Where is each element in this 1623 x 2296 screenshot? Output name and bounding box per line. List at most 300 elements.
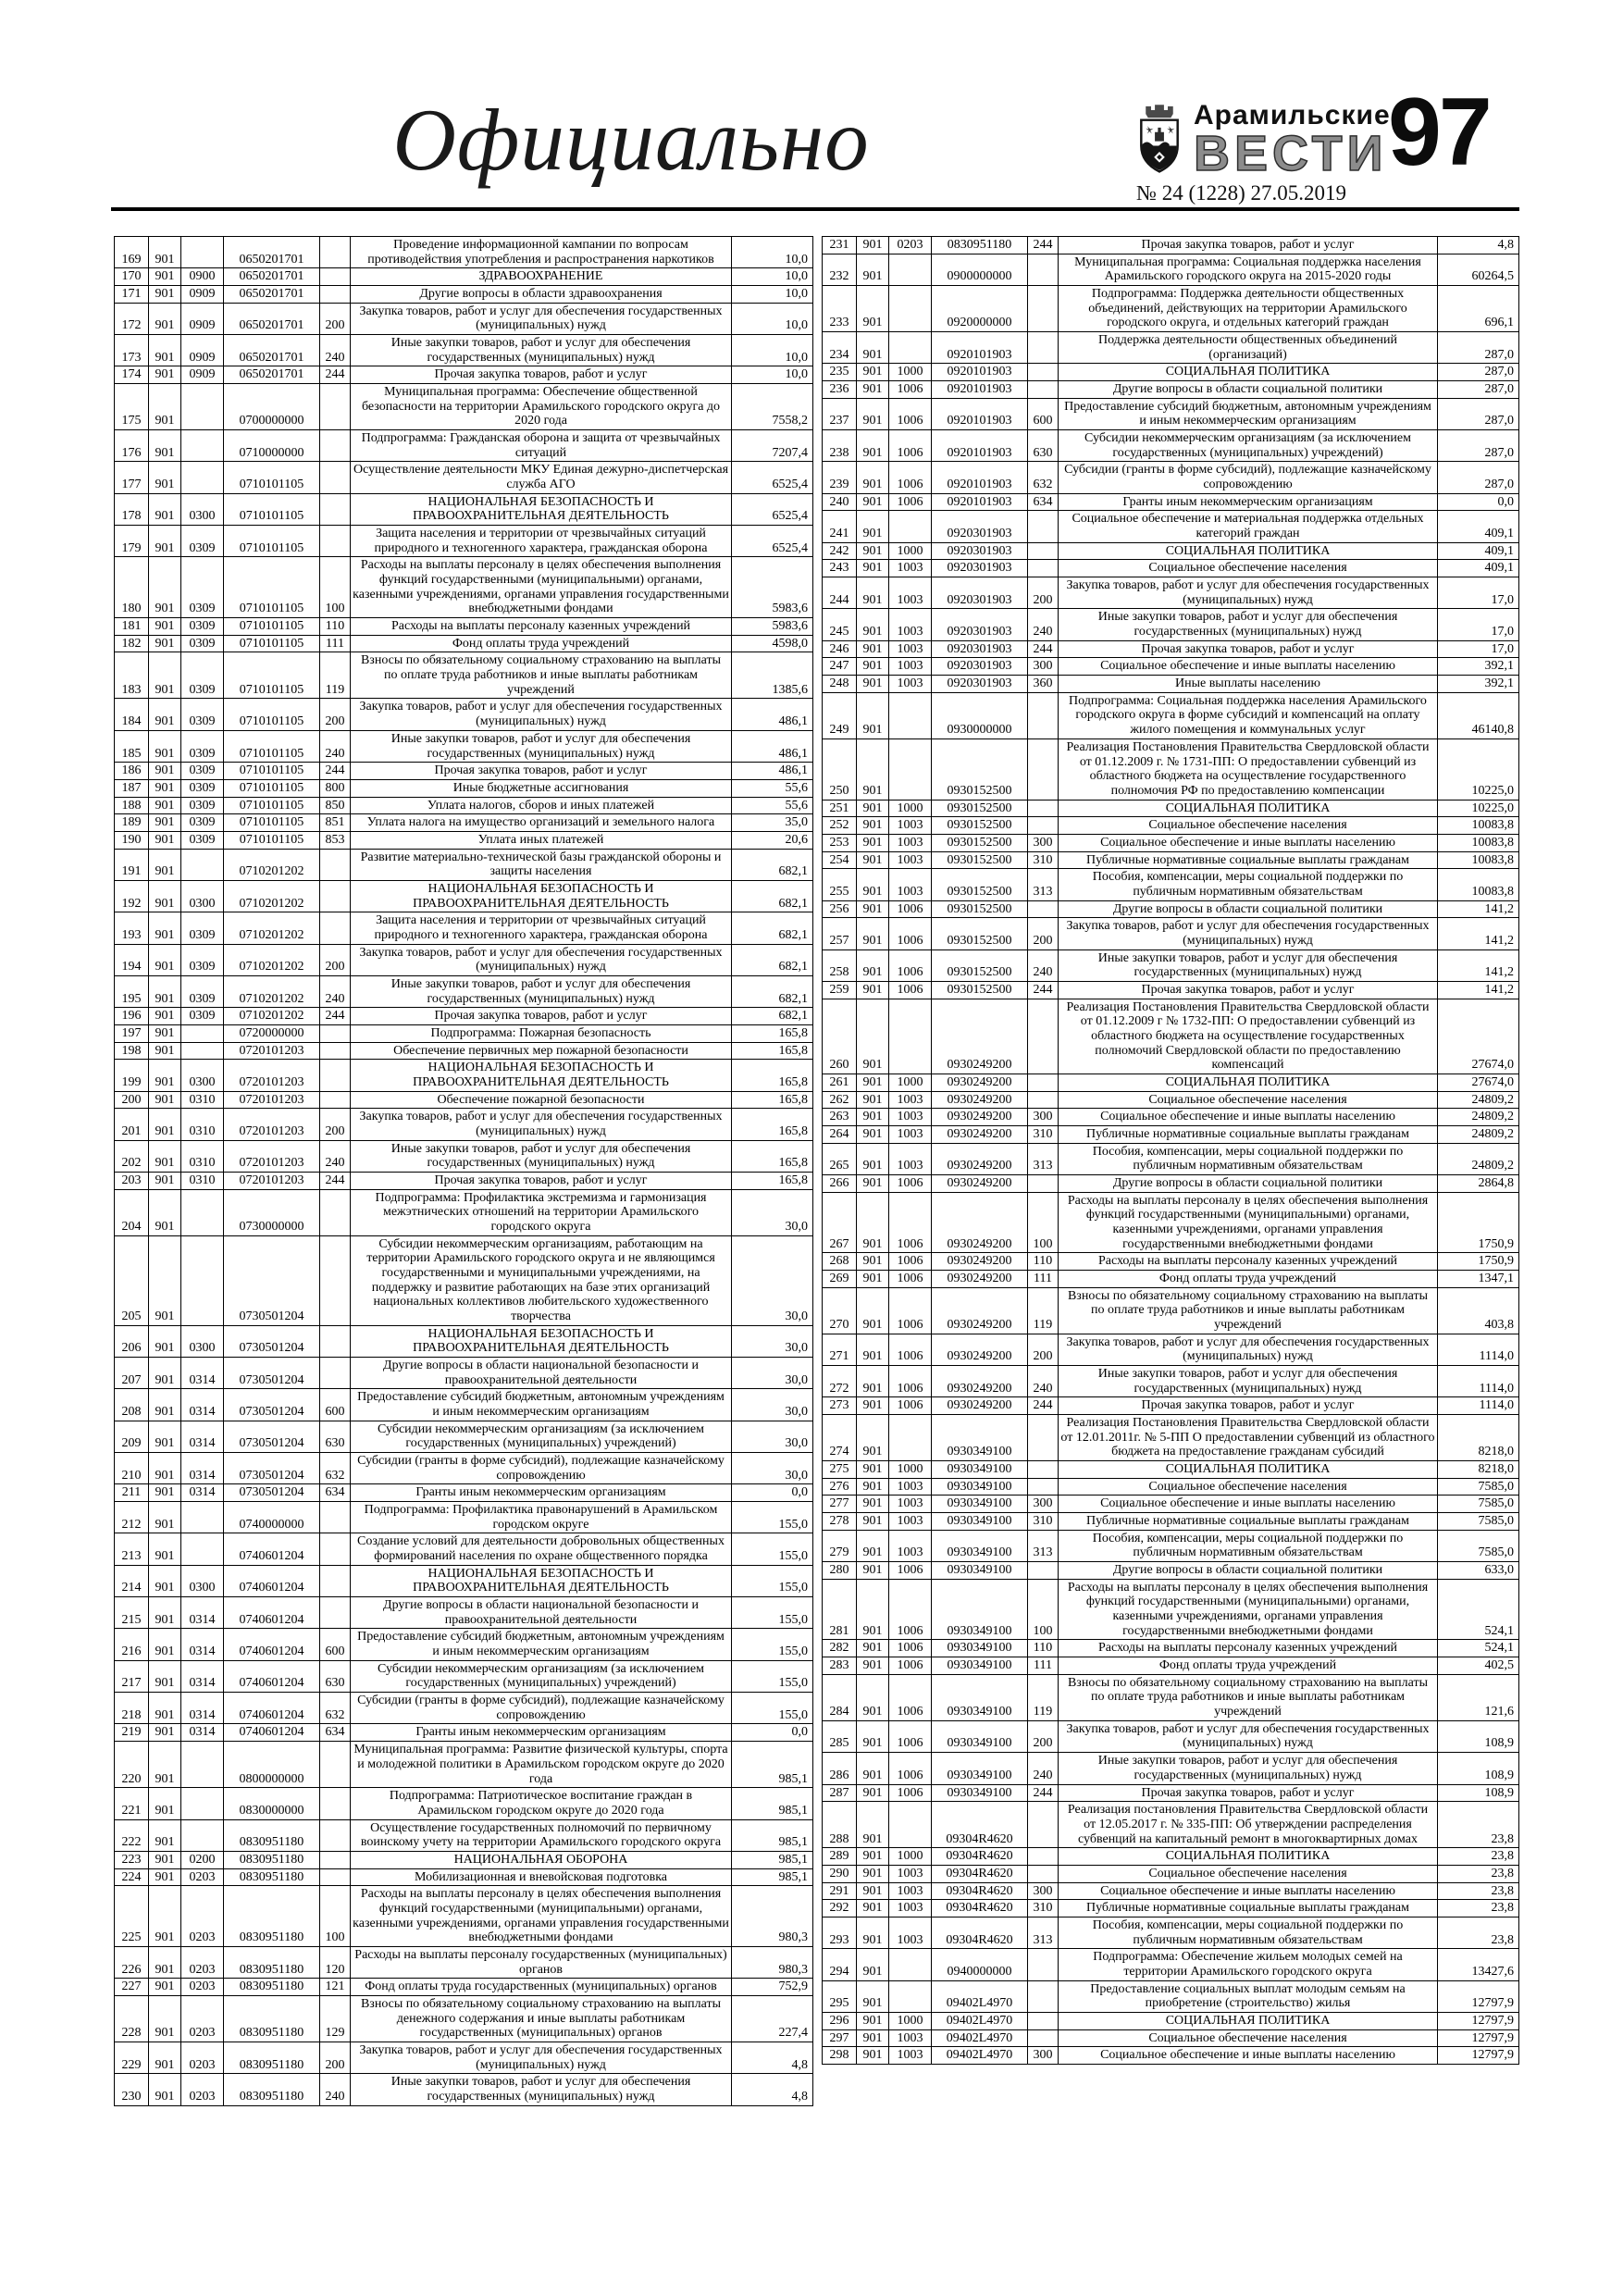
cell-line-number: 188 <box>115 797 149 814</box>
cell-grbs-code: 901 <box>149 526 181 557</box>
cell-target-article-code: 0730501204 <box>224 1389 320 1421</box>
cell-line-number: 244 <box>823 577 857 609</box>
cell-line-number: 190 <box>115 831 149 849</box>
cell-section-code: 1003 <box>889 1496 932 1513</box>
cell-grbs-code: 901 <box>857 1882 889 1900</box>
cell-grbs-code: 901 <box>857 1530 889 1561</box>
cell-amount: 30,0 <box>732 1389 813 1421</box>
cell-grbs-code: 901 <box>857 1074 889 1091</box>
cell-target-article-code: 0920101903 <box>932 381 1028 399</box>
cell-section-code: 1006 <box>889 1192 932 1253</box>
cell-amount: 7585,0 <box>1438 1478 1519 1496</box>
cell-grbs-code: 901 <box>149 1693 181 1724</box>
cell-section-code: 1003 <box>889 1109 932 1126</box>
table-row <box>823 1980 1519 2012</box>
cell-grbs-code: 901 <box>857 851 889 869</box>
table-row <box>115 1979 813 1996</box>
cell-expense-type-code: 119 <box>1028 1674 1059 1720</box>
table-row <box>823 1640 1519 1657</box>
cell-expense-name: Подпрограмма: Профилактика экстремизма и гармонизация межэтнических отношений на территории Арамильского городского округа <box>351 1189 732 1235</box>
table-row <box>823 1397 1519 1415</box>
cell-target-article-code: 0920101903 <box>932 462 1028 493</box>
cell-line-number: 288 <box>823 1802 857 1848</box>
cell-grbs-code: 901 <box>857 560 889 577</box>
cell-grbs-code: 901 <box>857 1720 889 1752</box>
cell-expense-type-code <box>320 1060 351 1091</box>
cell-target-article-code: 0710201202 <box>224 944 320 975</box>
cell-amount: 155,0 <box>732 1660 813 1692</box>
cell-section-code: 1006 <box>889 1720 932 1752</box>
cell-expense-type-code: 129 <box>320 1995 351 2042</box>
cell-grbs-code: 901 <box>149 462 181 493</box>
table-row <box>115 384 813 430</box>
cell-amount: 10083,8 <box>1438 851 1519 869</box>
cell-grbs-code: 901 <box>149 1868 181 1886</box>
cell-section-code: 1000 <box>889 2012 932 2029</box>
cell-section-code: 1003 <box>889 1530 932 1561</box>
cell-expense-name: Закупка товаров, работ и услуг для обеспечения государственных (муниципальных) нужд <box>351 2042 732 2073</box>
table-row <box>823 1125 1519 1143</box>
cell-target-article-code: 0710101105 <box>224 635 320 652</box>
table-row <box>823 1109 1519 1126</box>
cell-line-number: 290 <box>823 1865 857 1882</box>
cell-line-number: 193 <box>115 912 149 944</box>
cell-expense-name: Иные бюджетные ассигнования <box>351 779 732 797</box>
cell-line-number: 235 <box>823 364 857 381</box>
cell-grbs-code: 901 <box>857 658 889 676</box>
cell-amount: 486,1 <box>732 699 813 730</box>
cell-grbs-code: 901 <box>857 900 889 918</box>
cell-expense-type-code <box>320 1819 351 1851</box>
cell-target-article-code: 09304R4620 <box>932 1917 1028 1948</box>
cell-expense-name: Социальное обеспечение населения <box>1059 1865 1438 1882</box>
cell-amount: 287,0 <box>1438 462 1519 493</box>
cell-target-article-code: 0930152500 <box>932 817 1028 835</box>
cell-line-number: 205 <box>115 1235 149 1325</box>
cell-amount: 7585,0 <box>1438 1496 1519 1513</box>
cell-grbs-code: 901 <box>149 831 181 849</box>
cell-line-number: 251 <box>823 800 857 817</box>
cell-grbs-code: 901 <box>857 1579 889 1640</box>
cell-amount: 24809,2 <box>1438 1143 1519 1174</box>
cell-target-article-code: 0920301903 <box>932 676 1028 693</box>
cell-grbs-code: 901 <box>149 1042 181 1060</box>
cell-expense-type-code: 630 <box>320 1660 351 1692</box>
cell-expense-name: Иные закупки товаров, работ и услуг для обеспечения государственных (муниципальных) нужд <box>1059 1753 1438 1784</box>
table-row <box>823 1720 1519 1752</box>
cell-line-number: 270 <box>823 1287 857 1334</box>
cell-amount: 10,0 <box>732 335 813 366</box>
table-row <box>823 1802 1519 1848</box>
cell-target-article-code: 0930249200 <box>932 1125 1028 1143</box>
cell-section-code <box>889 511 932 542</box>
cell-section-code: 1006 <box>889 1784 932 1802</box>
cell-section-code <box>181 1189 224 1235</box>
cell-section-code: 0314 <box>181 1389 224 1421</box>
cell-target-article-code: 0940000000 <box>932 1949 1028 1980</box>
cell-grbs-code: 901 <box>857 1513 889 1531</box>
cell-grbs-code: 901 <box>149 618 181 636</box>
cell-expense-name: Прочая закупка товаров, работ и услуг <box>1059 1784 1438 1802</box>
cell-line-number: 230 <box>115 2074 149 2105</box>
cell-expense-type-code: 244 <box>1028 237 1059 254</box>
cell-line-number: 239 <box>823 462 857 493</box>
cell-expense-name: Подпрограмма: Поддержка деятельности общественных объединений, действующих на территории Арамильского городского округа, и отдельных категорий граждан <box>1059 286 1438 332</box>
cell-section-code: 1003 <box>889 834 932 851</box>
cell-line-number: 281 <box>823 1579 857 1640</box>
cell-grbs-code: 901 <box>857 1980 889 2012</box>
cell-line-number: 280 <box>823 1562 857 1580</box>
cell-expense-type-code: 200 <box>1028 1720 1059 1752</box>
cell-grbs-code: 901 <box>857 254 889 285</box>
cell-expense-type-code: 244 <box>320 1172 351 1189</box>
cell-expense-name: Иные закупки товаров, работ и услуг для обеспечения государственных (муниципальных) нужд <box>1059 949 1438 981</box>
cell-grbs-code: 901 <box>857 577 889 609</box>
cell-line-number: 206 <box>115 1325 149 1357</box>
cell-expense-name: Субсидии некоммерческим организациям (за исключением государственных (муниципальных) учреждений) <box>351 1660 732 1692</box>
cell-amount: 30,0 <box>732 1235 813 1325</box>
cell-line-number: 277 <box>823 1496 857 1513</box>
cell-section-code: 0314 <box>181 1453 224 1484</box>
cell-section-code: 0309 <box>181 730 224 762</box>
cell-amount: 682,1 <box>732 1008 813 1025</box>
cell-grbs-code: 901 <box>149 1946 181 1978</box>
budget-table-right-column <box>822 236 1518 2065</box>
table-row <box>115 557 813 618</box>
table-row <box>823 869 1519 900</box>
cell-grbs-code: 901 <box>857 398 889 429</box>
cell-target-article-code: 0830951180 <box>224 1995 320 2042</box>
cell-amount: 23,8 <box>1438 1865 1519 1882</box>
cell-target-article-code: 0830951180 <box>224 1851 320 1868</box>
table-row <box>115 1172 813 1189</box>
cell-expense-type-code: 634 <box>320 1724 351 1742</box>
cell-target-article-code: 0930249200 <box>932 1143 1028 1174</box>
cell-expense-name: Расходы на выплаты персоналу казенных учреждений <box>1059 1253 1438 1271</box>
cell-section-code: 0909 <box>181 303 224 334</box>
budget-table <box>822 236 1519 2065</box>
cell-expense-name: Подпрограмма: Патриотическое воспитание граждан в Арамильском городском округе до 2020 года <box>351 1788 732 1819</box>
table-row <box>115 1533 813 1565</box>
cell-line-number: 229 <box>115 2042 149 2073</box>
cell-expense-name: Обеспечение первичных мер пожарной безопасности <box>351 1042 732 1060</box>
cell-section-code <box>181 1502 224 1533</box>
cell-section-code: 1006 <box>889 1674 932 1720</box>
page-number: 97 <box>1388 79 1490 186</box>
cell-grbs-code: 901 <box>149 1389 181 1421</box>
cell-target-article-code: 0740601204 <box>224 1724 320 1742</box>
cell-grbs-code: 901 <box>149 1979 181 1996</box>
cell-section-code: 0203 <box>181 1886 224 1947</box>
cell-line-number: 199 <box>115 1060 149 1091</box>
cell-expense-type-code <box>1028 254 1059 285</box>
cell-grbs-code: 901 <box>149 699 181 730</box>
cell-amount: 985,1 <box>732 1788 813 1819</box>
cell-expense-type-code <box>1028 2029 1059 2047</box>
cell-target-article-code: 0710201202 <box>224 1008 320 1025</box>
cell-expense-type-code: 111 <box>1028 1657 1059 1675</box>
cell-expense-name: СОЦИАЛЬНАЯ ПОЛИТИКА <box>1059 542 1438 560</box>
cell-target-article-code: 0710101105 <box>224 526 320 557</box>
cell-amount: 23,8 <box>1438 1917 1519 1948</box>
cell-expense-name: Гранты иным некоммерческим организациям <box>351 1484 732 1502</box>
cell-line-number: 226 <box>115 1946 149 1978</box>
cell-grbs-code: 901 <box>857 692 889 738</box>
cell-expense-type-code: 200 <box>1028 577 1059 609</box>
cell-expense-name: НАЦИОНАЛЬНАЯ БЕЗОПАСНОСТЬ И ПРАВООХРАНИТЕЛЬНАЯ ДЕЯТЕЛЬНОСТЬ <box>351 1325 732 1357</box>
cell-expense-type-code: 240 <box>320 1140 351 1172</box>
cell-expense-type-code <box>320 912 351 944</box>
cell-section-code: 0203 <box>181 2074 224 2105</box>
cell-grbs-code: 901 <box>149 1140 181 1172</box>
cell-expense-name: Взносы по обязательному социальному страхованию на выплаты по оплате труда работников и иные выплаты работникам учреждений <box>1059 1674 1438 1720</box>
table-row <box>115 1742 813 1788</box>
cell-amount: 409,1 <box>1438 560 1519 577</box>
cell-line-number: 241 <box>823 511 857 542</box>
cell-expense-name: Социальное обеспечение населения <box>1059 1091 1438 1109</box>
cell-expense-type-code <box>320 1024 351 1042</box>
cell-expense-name: Фонд оплаты труда учреждений <box>1059 1657 1438 1675</box>
cell-expense-type-code <box>1028 1865 1059 1882</box>
cell-expense-type-code: 244 <box>1028 1397 1059 1415</box>
table-row <box>823 542 1519 560</box>
cell-line-number: 191 <box>115 849 149 880</box>
cell-expense-type-code: 120 <box>320 1946 351 1978</box>
cell-target-article-code: 0920301903 <box>932 658 1028 676</box>
cell-target-article-code: 0740601204 <box>224 1660 320 1692</box>
cell-expense-type-code <box>320 1565 351 1596</box>
cell-grbs-code: 901 <box>857 1917 889 1948</box>
cell-grbs-code: 901 <box>857 834 889 851</box>
cell-section-code: 1006 <box>889 981 932 999</box>
cell-line-number: 250 <box>823 738 857 800</box>
cell-target-article-code: 0710101105 <box>224 814 320 832</box>
cell-target-article-code: 0740000000 <box>224 1502 320 1533</box>
cell-target-article-code: 0710101105 <box>224 618 320 636</box>
cell-line-number: 175 <box>115 384 149 430</box>
cell-section-code: 1003 <box>889 658 932 676</box>
cell-expense-type-code <box>1028 511 1059 542</box>
cell-expense-type-code: 111 <box>320 635 351 652</box>
cell-amount: 10225,0 <box>1438 738 1519 800</box>
cell-amount: 155,0 <box>732 1502 813 1533</box>
cell-amount: 27674,0 <box>1438 999 1519 1074</box>
cell-expense-type-code <box>320 1533 351 1565</box>
cell-expense-name: Другие вопросы в области социальной политики <box>1059 1174 1438 1192</box>
cell-section-code: 1006 <box>889 493 932 511</box>
cell-line-number: 296 <box>823 2012 857 2029</box>
cell-target-article-code: 0740601204 <box>224 1597 320 1629</box>
cell-line-number: 242 <box>823 542 857 560</box>
cell-expense-type-code: 240 <box>320 335 351 366</box>
cell-amount: 980,3 <box>732 1886 813 1947</box>
cell-grbs-code: 901 <box>857 2012 889 2029</box>
cell-grbs-code: 901 <box>857 1125 889 1143</box>
cell-expense-name: Субсидии (гранты в форме субсидий), подлежащие казначейскому сопровождению <box>1059 462 1438 493</box>
cell-target-article-code: 09304R4620 <box>932 1802 1028 1848</box>
cell-expense-name: Социальное обеспечение и иные выплаты населению <box>1059 1496 1438 1513</box>
table-row <box>823 800 1519 817</box>
cell-line-number: 278 <box>823 1513 857 1531</box>
cell-grbs-code: 901 <box>857 237 889 254</box>
cell-grbs-code: 901 <box>857 676 889 693</box>
cell-expense-type-code: 200 <box>320 944 351 975</box>
table-row <box>115 912 813 944</box>
cell-expense-name: Субсидии (гранты в форме субсидий), подлежащие казначейскому сопровождению <box>351 1693 732 1724</box>
cell-expense-type-code <box>1028 1802 1059 1848</box>
cell-target-article-code: 0740601204 <box>224 1693 320 1724</box>
cell-grbs-code: 901 <box>149 944 181 975</box>
cell-grbs-code: 901 <box>149 975 181 1007</box>
cell-amount: 141,2 <box>1438 900 1519 918</box>
cell-amount: 165,8 <box>732 1042 813 1060</box>
cell-target-article-code: 0930249200 <box>932 1271 1028 1288</box>
cell-amount: 980,3 <box>732 1946 813 1978</box>
cell-target-article-code: 0710101105 <box>224 831 320 849</box>
cell-line-number: 227 <box>115 1979 149 1996</box>
cell-expense-name: Предоставление субсидий бюджетным, автономным учреждениям и иным некоммерческим организациям <box>1059 398 1438 429</box>
cell-amount: 155,0 <box>732 1597 813 1629</box>
cell-amount: 165,8 <box>732 1091 813 1109</box>
cell-target-article-code: 0650201701 <box>224 268 320 286</box>
cell-expense-type-code: 632 <box>320 1453 351 1484</box>
cell-amount: 985,1 <box>732 1868 813 1886</box>
cell-target-article-code: 0730501204 <box>224 1325 320 1357</box>
cell-target-article-code: 0830951180 <box>932 237 1028 254</box>
cell-section-code <box>181 849 224 880</box>
cell-line-number: 292 <box>823 1900 857 1917</box>
cell-line-number: 216 <box>115 1629 149 1660</box>
cell-expense-name: Уплата иных платежей <box>351 831 732 849</box>
cell-expense-name: Публичные нормативные социальные выплаты гражданам <box>1059 851 1438 869</box>
cell-amount: 20,6 <box>732 831 813 849</box>
cell-amount: 13427,6 <box>1438 1949 1519 1980</box>
cell-expense-name: ЗДРАВООХРАНЕНИЕ <box>351 268 732 286</box>
cell-expense-name: Социальное обеспечение и иные выплаты населению <box>1059 1109 1438 1126</box>
table-row <box>823 398 1519 429</box>
cell-amount: 403,8 <box>1438 1287 1519 1334</box>
table-row <box>115 618 813 636</box>
cell-grbs-code: 901 <box>857 1848 889 1866</box>
table-row <box>823 462 1519 493</box>
cell-expense-name: НАЦИОНАЛЬНАЯ БЕЗОПАСНОСТЬ И ПРАВООХРАНИТЕЛЬНАЯ ДЕЯТЕЛЬНОСТЬ <box>351 880 732 912</box>
table-row <box>115 1453 813 1484</box>
cell-line-number: 289 <box>823 1848 857 1866</box>
cell-grbs-code: 901 <box>149 1235 181 1325</box>
cell-amount: 121,6 <box>1438 1674 1519 1720</box>
table-row <box>823 1334 1519 1365</box>
cell-grbs-code: 901 <box>857 381 889 399</box>
cell-expense-name: Другие вопросы в области национальной безопасности и правоохранительной деятельности <box>351 1358 732 1389</box>
cell-expense-name: Пособия, компенсации, меры социальной поддержки по публичным нормативным обязательствам <box>1059 869 1438 900</box>
cell-expense-type-code <box>320 1325 351 1357</box>
cell-section-code: 1003 <box>889 1882 932 1900</box>
table-row <box>115 1629 813 1660</box>
table-row <box>115 526 813 557</box>
cell-line-number: 201 <box>115 1109 149 1140</box>
cell-expense-name: Другие вопросы в области социальной политики <box>1059 1562 1438 1580</box>
cell-line-number: 263 <box>823 1109 857 1126</box>
cell-amount: 30,0 <box>732 1325 813 1357</box>
cell-expense-type-code <box>1028 1949 1059 1980</box>
table-row <box>823 1949 1519 1980</box>
cell-section-code: 1003 <box>889 1865 932 1882</box>
cell-expense-type-code <box>1028 1091 1059 1109</box>
cell-expense-name: Закупка товаров, работ и услуг для обеспечения государственных (муниципальных) нужд <box>351 699 732 730</box>
cell-line-number: 269 <box>823 1271 857 1288</box>
cell-grbs-code: 901 <box>149 814 181 832</box>
cell-amount: 155,0 <box>732 1565 813 1596</box>
cell-target-article-code: 0930249200 <box>932 1109 1028 1126</box>
cell-line-number: 291 <box>823 1882 857 1900</box>
cell-section-code: 1000 <box>889 1461 932 1479</box>
cell-grbs-code: 901 <box>149 268 181 286</box>
table-row <box>115 1235 813 1325</box>
cell-grbs-code: 901 <box>149 797 181 814</box>
table-row <box>115 1886 813 1947</box>
cell-line-number: 198 <box>115 1042 149 1060</box>
cell-amount: 7585,0 <box>1438 1513 1519 1531</box>
cell-expense-name: Иные выплаты населению <box>1059 676 1438 693</box>
cell-grbs-code: 901 <box>149 1565 181 1596</box>
cell-grbs-code: 901 <box>857 1674 889 1720</box>
cell-grbs-code: 901 <box>149 303 181 334</box>
cell-grbs-code: 901 <box>149 1502 181 1533</box>
cell-amount: 486,1 <box>732 730 813 762</box>
cell-expense-type-code: 244 <box>1028 640 1059 658</box>
table-row <box>823 254 1519 285</box>
cell-target-article-code: 0710000000 <box>224 430 320 462</box>
cell-target-article-code: 0710201202 <box>224 912 320 944</box>
cell-section-code: 1006 <box>889 918 932 949</box>
cell-section-code: 1006 <box>889 900 932 918</box>
cell-expense-type-code: 100 <box>320 557 351 618</box>
cell-section-code <box>889 1415 932 1461</box>
cell-expense-type-code <box>1028 560 1059 577</box>
cell-line-number: 184 <box>115 699 149 730</box>
table-row <box>115 1140 813 1172</box>
cell-line-number: 189 <box>115 814 149 832</box>
cell-section-code <box>889 332 932 364</box>
cell-section-code <box>889 1980 932 2012</box>
cell-expense-type-code <box>1028 1461 1059 1479</box>
cell-target-article-code: 0650201701 <box>224 303 320 334</box>
cell-target-article-code: 0830951180 <box>224 1946 320 1978</box>
cell-target-article-code: 0920301903 <box>932 542 1028 560</box>
cell-grbs-code: 901 <box>149 1453 181 1484</box>
table-row <box>823 1562 1519 1580</box>
cell-expense-name: Реализация Постановления Правительства Свердловской области от 01.12.2009 г. № 1731-ПП: О предоставлении субвенций из областного бюджета на осуществление государственного полномочия РФ по предоставлению компенсации <box>1059 738 1438 800</box>
cell-expense-name: СОЦИАЛЬНАЯ ПОЛИТИКА <box>1059 1074 1438 1091</box>
cell-expense-type-code: 600 <box>320 1389 351 1421</box>
table-row <box>823 658 1519 676</box>
cell-target-article-code: 09402L4970 <box>932 2047 1028 2065</box>
cell-expense-type-code: 850 <box>320 797 351 814</box>
cell-target-article-code: 09402L4970 <box>932 2029 1028 2047</box>
cell-line-number: 234 <box>823 332 857 364</box>
cell-target-article-code: 0830951180 <box>224 1979 320 1996</box>
cell-amount: 55,6 <box>732 779 813 797</box>
cell-expense-type-code <box>320 430 351 462</box>
table-row <box>823 1579 1519 1640</box>
cell-expense-name: Иные закупки товаров, работ и услуг для обеспечения государственных (муниципальных) нужд <box>351 335 732 366</box>
cell-line-number: 212 <box>115 1502 149 1533</box>
cell-grbs-code: 901 <box>857 364 889 381</box>
cell-section-code: 1006 <box>889 1753 932 1784</box>
cell-grbs-code: 901 <box>149 652 181 699</box>
cell-line-number: 181 <box>115 618 149 636</box>
cell-expense-name: Пособия, компенсации, меры социальной поддержки по публичным нормативным обязательствам <box>1059 1530 1438 1561</box>
